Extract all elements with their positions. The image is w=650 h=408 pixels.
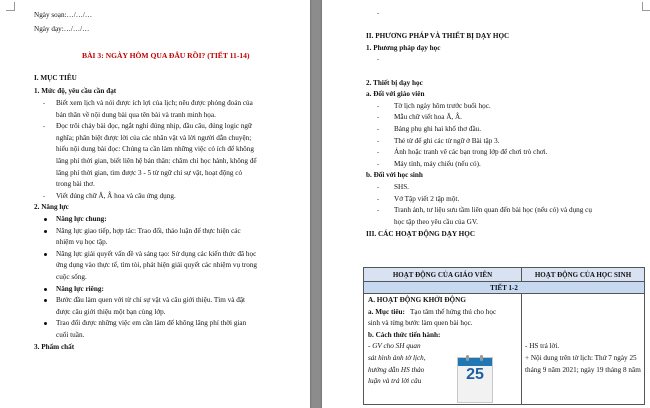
subheading-requirements: 1. Mức độ, yêu cầu cần đạt <box>34 87 117 95</box>
bullet-dot-icon <box>44 299 47 302</box>
student-cell <box>522 294 645 405</box>
bullet-text-line: lãng phí thời gian, biết liên hệ bản thân: chăm chỉ học hành, không để <box>56 157 257 165</box>
dash-icon: - <box>43 100 46 107</box>
bullet-text-line: Tờ lịch ngày hôm trước buổi học. <box>394 101 491 110</box>
bullet-text-line: được câu giới thiệu một bạn cùng lớp. <box>56 307 166 316</box>
special-competence-label: Năng lực riêng: <box>56 284 104 293</box>
corner-mark <box>642 2 650 11</box>
bullet-text-line: bản thân về nội dung bài qua tên bài và tranh minh họa. <box>56 110 216 119</box>
subheading-equipment: 2. Thiết bị dạy học <box>366 78 423 87</box>
subheading-qualities: 3. Phẩm chất <box>34 342 75 351</box>
bullet-dot-icon <box>44 218 47 221</box>
dash-icon: - <box>377 114 380 122</box>
student-activity-line: tháng 9 năm 2021; ngày 19 tháng 8 năm <box>525 365 641 374</box>
bullet-text-line: Bảng phụ ghi hai khổ thơ đầu. <box>394 125 482 133</box>
bullet-dot-icon <box>44 230 47 233</box>
general-competence-label: Năng lực chung: <box>56 215 107 223</box>
bullet-text-line: cuộc sống. <box>56 273 87 281</box>
bullet-text-line: Biết xem lịch và nói được ích lợi của lịch; nêu được phỏng đoán của <box>56 99 253 107</box>
bullet-text-line: Viết đúng chữ Ă, Â hoa và câu ứng dụng. <box>56 191 176 200</box>
bullet-text-line: ứng dụng vào thực tế, tìm tòi, phát hiện giải quyết các nhiệm vụ trong <box>56 261 258 270</box>
teacher-cell <box>364 294 522 405</box>
teacher-activity-line: luận và trả lời câu <box>368 377 422 386</box>
teacher-activity-line: hướng dẫn HS thảo <box>368 365 425 374</box>
bullet-text-line: Tranh ảnh, tư liệu sưu tầm liên quan đến bài học (nếu có) và dụng cụ <box>394 206 592 215</box>
bullet-text-line: Ảnh hoặc tranh vẽ các bạn trong lớp để chơi trò chơi. <box>394 148 548 157</box>
bullet-text-line: Bước đầu làm quen với từ chỉ sự vật và câu giới thiệu. Tìm và đặt <box>56 296 246 305</box>
bullet-text-line: nhiệm vụ học tập. <box>56 238 108 247</box>
date-taught: Ngày dạy:…/…/… <box>34 25 90 33</box>
student-activity-line: + Nội dung trên tờ lịch: Thứ 7 ngày 25 <box>525 354 637 362</box>
bullet-text-line: lãng phí thời gian, tìm được 3 - 5 từ ngữ chỉ sự vật, hoạt động có <box>56 168 243 177</box>
dash-icon: - <box>377 160 380 168</box>
dash-icon: - <box>377 56 380 64</box>
date-prepared: Ngày soạn:…/…/… <box>34 11 93 19</box>
bullet-text-line: Đọc trôi chảy bài đọc, ngắt nghỉ đúng nhịp, đầu câu, đúng logic ngữ <box>56 122 252 131</box>
dash-icon: - <box>43 192 46 200</box>
lesson-title: BÀI 3: NGÀY HÔM QUA ĐÂU RỒI? (TIẾT 11-14) <box>82 51 250 60</box>
calendar-ring <box>480 355 483 361</box>
col-header-teacher: HOẠT ĐỘNG CỦA GIÁO VIÊN <box>364 268 522 282</box>
bullet-text-line: Mẫu chữ viết hoa Ă, Â. <box>394 113 462 122</box>
goal-text-line: Tạo tâm thế hứng thú cho học <box>410 307 497 316</box>
dash-icon: - <box>377 184 380 191</box>
bullet-dot-icon <box>44 253 47 256</box>
bullet-text-line: trong bài thơ. <box>56 180 95 189</box>
section-heading-objectives: I. MỤC TIÊU <box>34 74 77 82</box>
bullet-text-line: Năng lực giao tiếp, hợp tác: Trao đổi, thảo luận để thực hiện các <box>56 226 241 235</box>
dash-icon: - <box>377 102 380 110</box>
bullet-text-line: SHS. <box>394 183 409 191</box>
teacher-equipment-label: a. Đối với giáo viên <box>366 90 425 99</box>
section-heading-activities: III. CÁC HOẠT ĐỘNG DẠY HỌC <box>366 230 476 239</box>
teacher-activity-line: - GV cho SH quan <box>368 342 421 351</box>
bullet-text-line: học tập theo yêu cầu của GV. <box>394 217 478 226</box>
col-header-student: HOẠT ĐỘNG CỦA HỌC SINH <box>522 268 645 282</box>
subheading-competence: 2. Năng lực <box>34 203 69 212</box>
calendar-icon <box>457 357 493 403</box>
bullet-dot-icon <box>44 288 47 291</box>
dash-icon: - <box>377 137 380 145</box>
dash-icon: - <box>377 195 380 203</box>
dash-icon: - <box>377 207 380 215</box>
document-page-left <box>0 0 310 408</box>
dash-icon: - <box>43 123 46 131</box>
method-label: b. Cách thức tiến hành: <box>368 330 441 339</box>
corner-mark <box>6 2 15 11</box>
student-activity-line: - HS trả lời. <box>525 342 560 351</box>
bullet-text-line: Trao đổi được những việc em cần làm để không lãng phí thời gian <box>56 319 247 328</box>
goal-label: a. Mục tiêu: <box>368 307 405 316</box>
bullet-text-line: cuối tuần. <box>56 331 85 339</box>
bullet-dot-icon <box>44 322 47 325</box>
bullet-text-line: hiểu nội dung bài đọc: Chúng ta cần làm những việc có ích để không <box>56 145 254 154</box>
goal-text-line: sinh và từng bước làm quen bài học. <box>368 319 473 328</box>
bullet-text-line: Vở Tập viết 2 tập một. <box>394 194 460 203</box>
student-equipment-label: b. Đối với học sinh <box>366 171 423 180</box>
bullet-text-line: Thẻ từ để ghi các từ ngữ ở Bài tập 3. <box>394 136 500 145</box>
activity-heading: A. HOẠT ĐỘNG KHỞI ĐỘNG <box>368 296 466 304</box>
activities-table <box>363 267 645 405</box>
calendar-ring <box>466 355 469 361</box>
dash-icon: - <box>377 126 380 133</box>
period-row: TIẾT 1-2 <box>364 282 645 294</box>
dash-icon: - <box>377 149 380 157</box>
bullet-text-line: Máy tính, máy chiếu (nếu có). <box>394 159 481 168</box>
dash-icon: - <box>377 10 380 17</box>
teacher-activity-line: sát hình ảnh tờ lịch, <box>368 354 426 362</box>
bullet-text-line: Năng lực giải quyết vấn đề và sáng tạo: Sử dụng các kiến thức đã học <box>56 249 257 258</box>
calendar-day: 25 <box>466 366 484 383</box>
calendar-header <box>458 358 492 366</box>
section-heading-methods: II. PHƯƠNG PHÁP VÀ THIẾT BỊ DẠY HỌC <box>366 32 510 41</box>
subheading-teaching-method: 1. Phương pháp dạy học <box>366 43 441 52</box>
bullet-text-line: nghĩa; phân biệt được lời của các nhân vật và lời người dẫn chuyện; <box>56 133 252 142</box>
